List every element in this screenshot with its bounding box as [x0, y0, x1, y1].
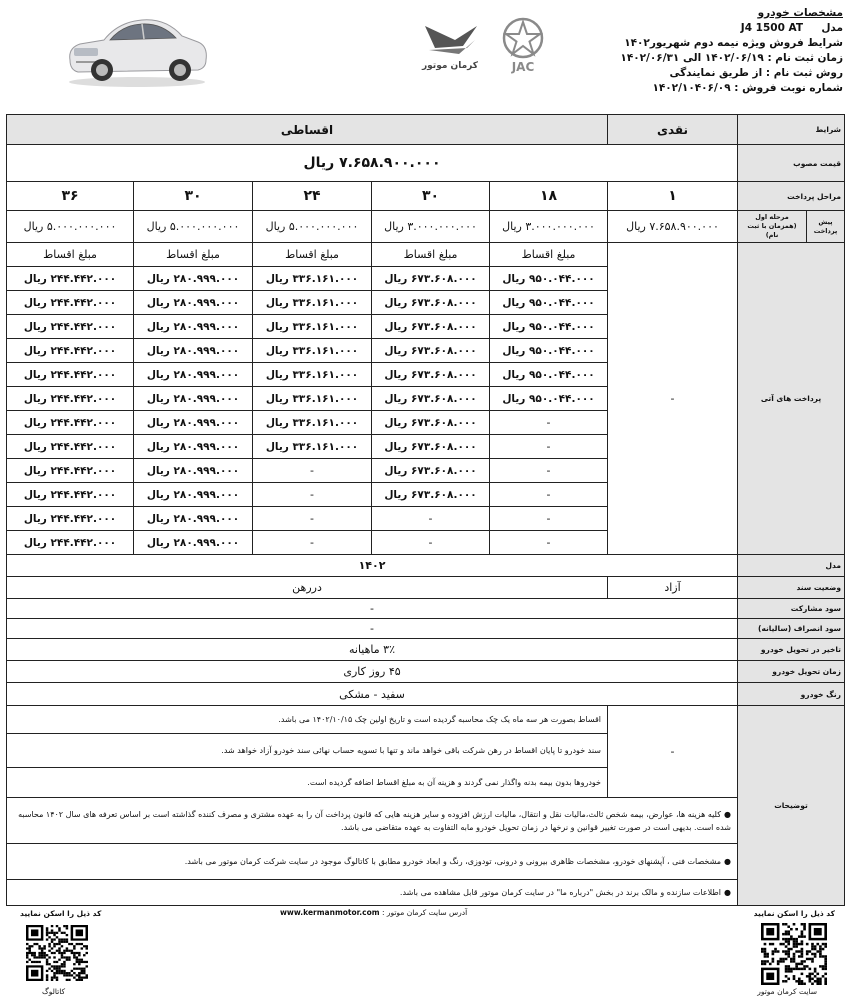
inst-30a-amount: ۶۷۳.۶۰۸.۰۰۰ ریال — [372, 315, 490, 339]
website-line — [280, 908, 467, 917]
vehicle-specs-title: مشخصات خودرو — [757, 7, 843, 19]
kerman-logo-text: کرمان موتور — [421, 61, 479, 71]
model-line — [620, 21, 843, 36]
partnership-profit-label: سود مشارکت — [738, 599, 845, 619]
scan-instruction-left: کد ذیل را اسکن نمایید — [20, 909, 102, 918]
doc-status-installment: دررهن — [7, 577, 608, 599]
prepayment-label: پیش پرداخت — [807, 211, 845, 243]
notes-row — [7, 706, 845, 734]
doc-status-label: وضعیت سند — [738, 577, 845, 599]
delivery-time-row — [7, 661, 845, 683]
model-value: J4 1500 AT — [740, 22, 804, 34]
inst-24-amount: ۳۳۶.۱۶۱.۰۰۰ ریال — [253, 267, 372, 291]
page-header — [0, 0, 849, 112]
prepayment-row — [7, 211, 845, 243]
sale-conditions: شرایط فروش ویژه نیمه دوم شهریور۱۴۰۲ — [624, 37, 843, 49]
installment-header: اقساطی — [7, 115, 608, 145]
turn-number: شماره نوبت فروش : ۱۴۰۲/۱۰۴۰۶/۰۹ — [652, 82, 843, 94]
cancel-profit-value: - — [7, 619, 738, 639]
inst-36-amount: ۲۴۴.۴۴۲.۰۰۰ ریال — [7, 291, 134, 315]
car-image — [62, 8, 212, 88]
notes-row — [7, 880, 845, 906]
inst-24-amount: ۳۳۶.۱۶۱.۰۰۰ ریال — [253, 315, 372, 339]
inst-30a-amount: ۶۷۳.۶۰۸.۰۰۰ ریال — [372, 291, 490, 315]
inst-36-amount: ۲۴۴.۴۴۲.۰۰۰ ریال — [7, 387, 134, 411]
stage-cash: ۱ — [608, 182, 738, 211]
installment-amount-header: مبلغ اقساط — [372, 243, 490, 267]
inst-36-amount: ۲۴۴.۴۴۲.۰۰۰ ریال — [7, 483, 134, 507]
inst-36-amount: ۲۴۴.۴۴۲.۰۰۰ ریال — [7, 315, 134, 339]
inst-30b-amount: ۲۸۰.۹۹۹.۰۰۰ ریال — [134, 411, 253, 435]
inst-30b-amount: ۲۸۰.۹۹۹.۰۰۰ ریال — [134, 267, 253, 291]
inst-30a-empty: - — [372, 531, 490, 555]
note-item — [7, 798, 738, 844]
first-payment-18: ۳.۰۰۰.۰۰۰.۰۰۰ ریال — [490, 211, 608, 243]
payment-stages-label: مراحل پرداخت — [738, 182, 845, 211]
delay-penalty-label: تاخیر در تحویل خودرو — [738, 639, 845, 661]
note-text: کلیه هزینه ها، عوارض، بیمه شخص ثالث،مالیات نقل و انتقال، مالیات ارزش افزوده و سایر هزینه هایی که قانون پرداخت آن را به عهده مشتری و مصرف کننده گذاشته است بر اساس تعرفه های سال ۱۴۰۲ محاسبه شده است. بدیهی است در صورت تغییر قوانین و نرخها در زمان تحویل خودرو مابه التفاوت به عهده متقاضی می باشد. — [18, 809, 731, 832]
notes-row — [7, 798, 845, 844]
first-payment-30b: ۵.۰۰۰.۰۰۰.۰۰۰ ریال — [134, 211, 253, 243]
inst-24-empty: - — [253, 507, 372, 531]
inst-36-amount: ۲۴۴.۴۴۲.۰۰۰ ریال — [7, 363, 134, 387]
inst-30b-amount: ۲۸۰.۹۹۹.۰۰۰ ریال — [134, 507, 253, 531]
inst-30a-amount: ۶۷۳.۶۰۸.۰۰۰ ریال — [372, 483, 490, 507]
inst-24-amount: ۳۳۶.۱۶۱.۰۰۰ ریال — [253, 387, 372, 411]
inst-24-empty: - — [253, 459, 372, 483]
inst-24-amount: ۳۳۶.۱۶۱.۰۰۰ ریال — [253, 291, 372, 315]
note-item — [7, 880, 738, 906]
inst-30a-amount: ۶۷۳.۶۰۸.۰۰۰ ریال — [372, 363, 490, 387]
inst-18-amount: ۹۵۰.۰۴۴.۰۰۰ ریال — [490, 315, 608, 339]
note-text: مشخصات فنی ، آپشنهای خودرو، مشخصات ظاهری بیرونی و درونی، تودوزی، رنگ و ابعاد خودرو مطابق با کاتالوگ موجود در سایت شرکت کرمان موتور می باشد. — [184, 857, 722, 866]
inst-18-empty: - — [490, 531, 608, 555]
inst-18-amount: ۹۵۰.۰۴۴.۰۰۰ ریال — [490, 267, 608, 291]
inst-18-empty: - — [490, 483, 608, 507]
catalog-qr-caption: کاتالوگ — [42, 987, 66, 996]
inst-36-amount: ۲۴۴.۴۴۲.۰۰۰ ریال — [7, 507, 134, 531]
inst-36-amount: ۲۴۴.۴۴۲.۰۰۰ ریال — [7, 411, 134, 435]
future-payments-label: پرداخت های آتی — [738, 243, 845, 555]
installment-amount-header: مبلغ اقساط — [253, 243, 372, 267]
note-item: خودروها بدون بیمه بدنه واگذار نمی گردند و هزینه آن به مبلغ اقساط اضافه گردیده است. — [7, 768, 608, 798]
partnership-profit-value: - — [7, 599, 738, 619]
inst-30a-amount: ۶۷۳.۶۰۸.۰۰۰ ریال — [372, 339, 490, 363]
inst-30a-amount: ۶۷۳.۶۰۸.۰۰۰ ریال — [372, 411, 490, 435]
first-payment-24: ۵.۰۰۰.۰۰۰.۰۰۰ ریال — [253, 211, 372, 243]
inst-30a-amount: ۶۷۳.۶۰۸.۰۰۰ ریال — [372, 387, 490, 411]
inst-30b-amount: ۲۸۰.۹۹۹.۰۰۰ ریال — [134, 459, 253, 483]
approved-price-row — [7, 145, 845, 182]
partnership-profit-row — [7, 599, 845, 619]
notes-row — [7, 844, 845, 880]
inst-30b-amount: ۲۸۰.۹۹۹.۰۰۰ ریال — [134, 339, 253, 363]
delay-penalty-row — [7, 639, 845, 661]
cancel-profit-row — [7, 619, 845, 639]
stage-24: ۲۴ — [253, 182, 372, 211]
installment-head-row — [7, 243, 845, 267]
inst-24-amount: ۳۳۶.۱۶۱.۰۰۰ ریال — [253, 435, 372, 459]
delay-penalty-value: ۳٪ ماهیانه — [7, 639, 738, 661]
bullet-icon: ● — [724, 888, 731, 897]
inst-18-amount: ۹۵۰.۰۴۴.۰۰۰ ریال — [490, 387, 608, 411]
inst-18-amount: ۹۵۰.۰۴۴.۰۰۰ ریال — [490, 363, 608, 387]
inst-24-empty: - — [253, 531, 372, 555]
cash-header: نقدی — [608, 115, 738, 145]
model-row — [7, 555, 845, 577]
inst-24-amount: ۳۳۶.۱۶۱.۰۰۰ ریال — [253, 339, 372, 363]
stage-36: ۳۶ — [7, 182, 134, 211]
notes-label: توضیحات — [738, 706, 845, 906]
delivery-time-label: زمان تحویل خودرو — [738, 661, 845, 683]
inst-18-amount: ۹۵۰.۰۴۴.۰۰۰ ریال — [490, 339, 608, 363]
inst-30a-amount: ۶۷۳.۶۰۸.۰۰۰ ریال — [372, 459, 490, 483]
inst-36-amount: ۲۴۴.۴۴۲.۰۰۰ ریال — [7, 435, 134, 459]
model-year-value: ۱۴۰۲ — [7, 555, 738, 577]
model-label: مدل — [821, 22, 843, 34]
inst-30a-amount: ۶۷۳.۶۰۸.۰۰۰ ریال — [372, 435, 490, 459]
first-payment-30a: ۳.۰۰۰.۰۰۰.۰۰۰ ریال — [372, 211, 490, 243]
car-color-label: رنگ خودرو — [738, 683, 845, 706]
inst-30b-amount: ۲۸۰.۹۹۹.۰۰۰ ریال — [134, 363, 253, 387]
inst-30b-amount: ۲۸۰.۹۹۹.۰۰۰ ریال — [134, 315, 253, 339]
inst-18-empty: - — [490, 411, 608, 435]
inst-30a-empty: - — [372, 507, 490, 531]
conditions-label: شرایط — [738, 115, 845, 145]
scan-instruction-right: کد ذیل را اسکن نمایید — [753, 909, 835, 918]
doc-status-cash: آزاد — [608, 577, 738, 599]
note-text: اطلاعات سازنده و مالک برند در بخش "درباره ما" در سایت کرمان موتور قابل مشاهده می باشد. — [399, 888, 722, 897]
jac-logo — [492, 16, 554, 74]
website-qr-code[interactable] — [761, 923, 827, 985]
car-color-value: سفید - مشکی — [7, 683, 738, 706]
inst-24-empty: - — [253, 483, 372, 507]
cancel-profit-label: سود انصراف (سالیانه) — [738, 619, 845, 639]
model-year-label: مدل — [738, 555, 845, 577]
vehicle-info-block — [620, 6, 843, 96]
inst-30b-amount: ۲۸۰.۹۹۹.۰۰۰ ریال — [134, 387, 253, 411]
price-table — [6, 114, 845, 906]
installment-amount-header: مبلغ اقساط — [134, 243, 253, 267]
cash-future-payments: - — [608, 243, 738, 555]
payment-stages-row — [7, 182, 845, 211]
jac-logo-text: JAC — [511, 60, 535, 74]
inst-36-amount: ۲۴۴.۴۴۲.۰۰۰ ریال — [7, 267, 134, 291]
stage-30a: ۳۰ — [372, 182, 490, 211]
register-method: روش ثبت نام : از طریق نمایندگی — [669, 67, 843, 79]
inst-30b-amount: ۲۸۰.۹۹۹.۰۰۰ ریال — [134, 291, 253, 315]
inst-18-empty: - — [490, 507, 608, 531]
inst-36-amount: ۲۴۴.۴۴۲.۰۰۰ ریال — [7, 459, 134, 483]
inst-18-empty: - — [490, 459, 608, 483]
delivery-time-value: ۴۵ روز کاری — [7, 661, 738, 683]
inst-24-amount: ۳۳۶.۱۶۱.۰۰۰ ریال — [253, 363, 372, 387]
inst-30b-amount: ۲۸۰.۹۹۹.۰۰۰ ریال — [134, 483, 253, 507]
installment-amount-header: مبلغ اقساط — [490, 243, 608, 267]
inst-18-empty: - — [490, 435, 608, 459]
note-item — [7, 844, 738, 880]
inst-30b-amount: ۲۸۰.۹۹۹.۰۰۰ ریال — [134, 531, 253, 555]
installment-amount-header: مبلغ اقساط — [7, 243, 134, 267]
catalog-qr-code[interactable] — [26, 925, 88, 981]
note-item: اقساط بصورت هر سه ماه یک چک محاسبه گردیده است و تاریخ اولین چک ۱۴۰۲/۱۰/۱۵ می باشد. — [7, 706, 608, 734]
inst-36-amount: ۲۴۴.۴۴۲.۰۰۰ ریال — [7, 531, 134, 555]
approved-price-label: قیمت مصوب — [738, 145, 845, 182]
website-caption: آدرس سایت کرمان موتور : — [381, 908, 468, 917]
inst-18-amount: ۹۵۰.۰۴۴.۰۰۰ ریال — [490, 291, 608, 315]
first-payment-cash: ۷.۶۵۸.۹۰۰.۰۰۰ ریال — [608, 211, 738, 243]
inst-30a-amount: ۶۷۳.۶۰۸.۰۰۰ ریال — [372, 267, 490, 291]
note-item: سند خودرو تا پایان اقساط در رهن شرکت باقی خواهد ماند و تنها با تسویه حساب نهائی سند خودرو آزاد خواهد شد. — [7, 734, 608, 768]
car-color-row — [7, 683, 845, 706]
website-qr-caption: سایت کرمان موتور — [757, 987, 817, 996]
bullet-icon: ● — [724, 857, 731, 866]
inst-30b-amount: ۲۸۰.۹۹۹.۰۰۰ ریال — [134, 435, 253, 459]
notes-cash-dash: - — [608, 706, 738, 798]
stage-30b: ۳۰ — [134, 182, 253, 211]
first-stage-label: مرحله اول (همزمان با ثبت نام) — [738, 211, 807, 243]
kerman-motor-logo — [415, 18, 485, 72]
doc-status-row — [7, 577, 845, 599]
bullet-icon: ● — [724, 809, 731, 819]
approved-price-value: ۷.۶۵۸.۹۰۰.۰۰۰ ریال — [7, 145, 738, 182]
inst-24-amount: ۳۳۶.۱۶۱.۰۰۰ ریال — [253, 411, 372, 435]
website-link[interactable]: www.kermanmotor.com — [280, 908, 380, 917]
first-payment-36: ۵.۰۰۰.۰۰۰.۰۰۰ ریال — [7, 211, 134, 243]
stage-18: ۱۸ — [490, 182, 608, 211]
conditions-row — [7, 115, 845, 145]
register-time: زمان ثبت نام : ۱۴۰۲/۰۶/۱۹ الی ۱۴۰۲/۰۶/۳۱ — [620, 52, 843, 64]
page-footer — [0, 905, 849, 1000]
inst-36-amount: ۲۴۴.۴۴۲.۰۰۰ ریال — [7, 339, 134, 363]
